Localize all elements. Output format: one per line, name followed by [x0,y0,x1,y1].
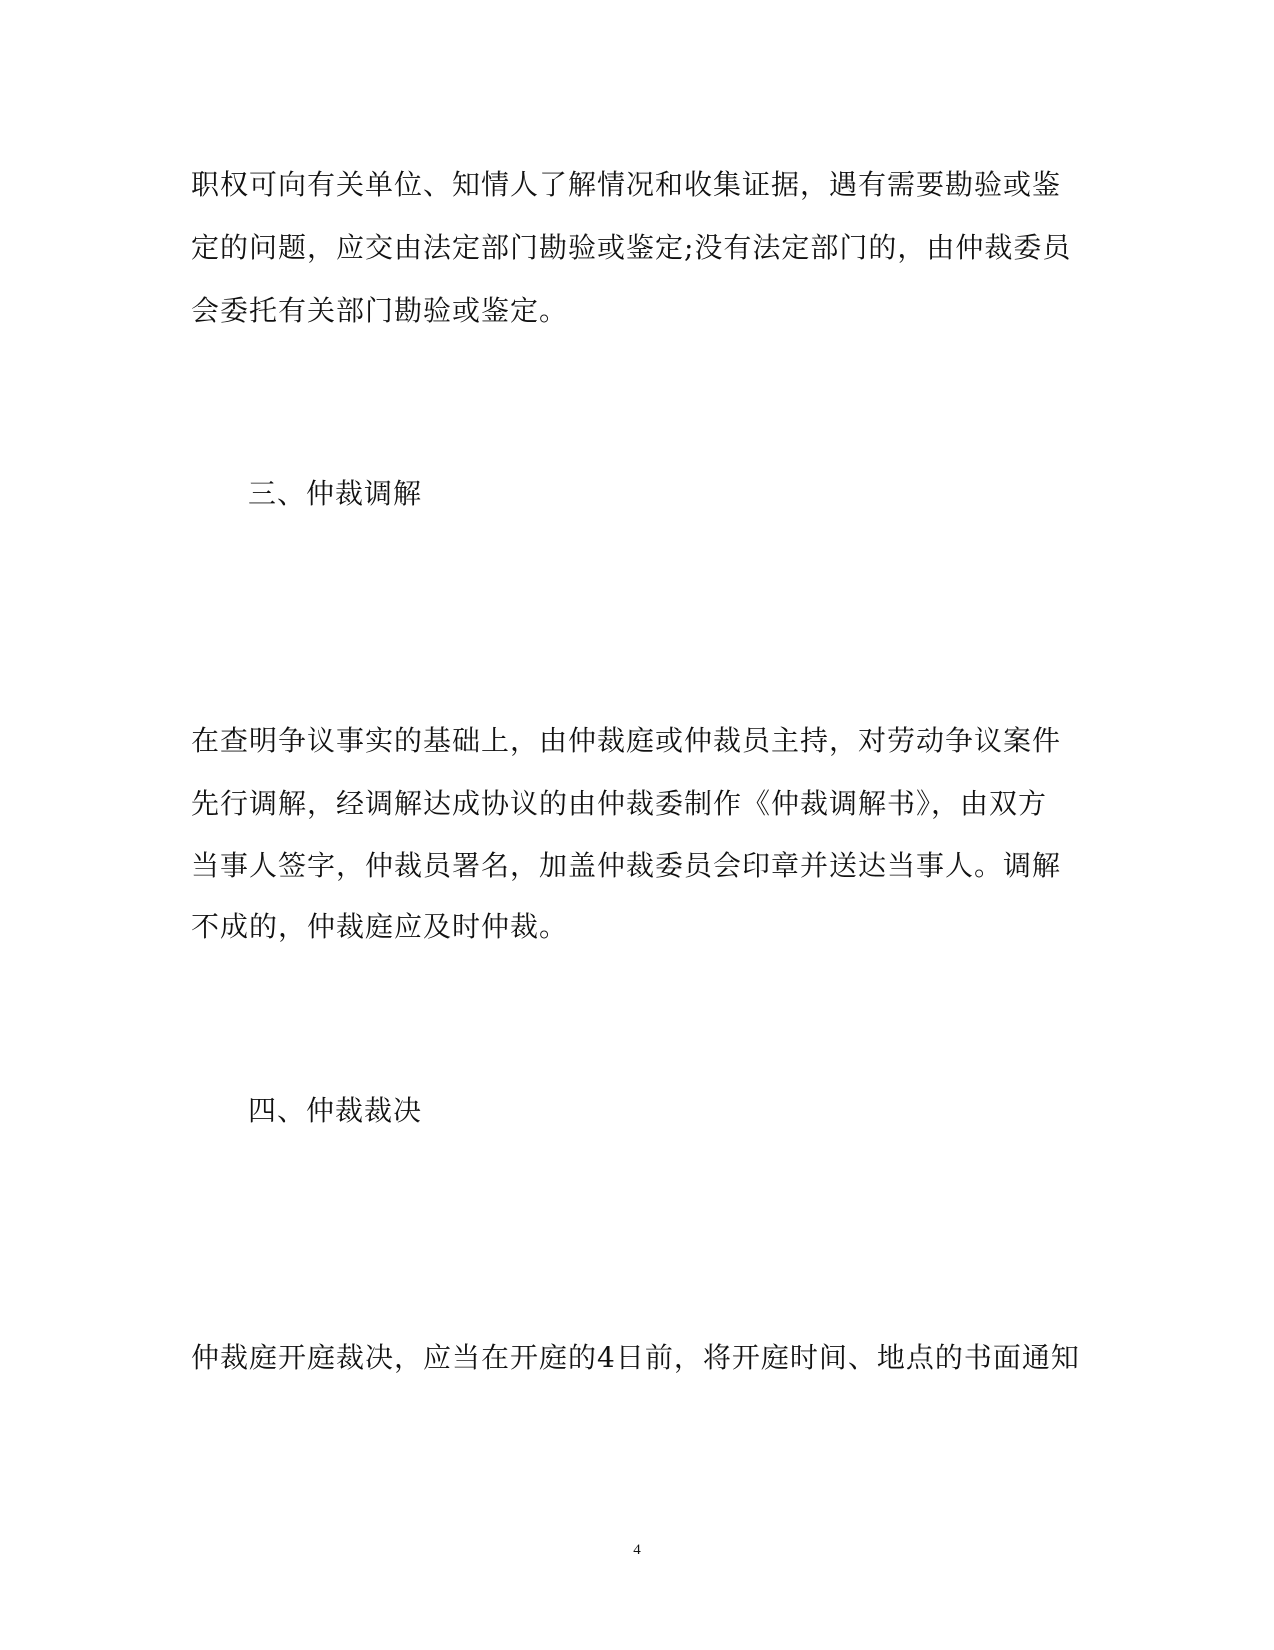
paragraph-line: 会委托有关部门勘验或鉴定。 [191,294,569,327]
paragraph-line: 在查明争议事实的基础上，由仲裁庭或仲裁员主持，对劳动争议案件 [191,724,1062,757]
page-number: 4 [633,1542,641,1558]
paragraph-line: 定的问题，应交由法定部门勘验或鉴定;没有法定部门的，由仲裁委员 [191,231,1072,264]
paragraph-line: 先行调解，经调解达成协议的由仲裁委制作《仲裁调解书》，由双方 [191,787,1048,820]
paragraph-line: 不成的，仲裁庭应及时仲裁。 [191,910,569,943]
paragraph-line: 职权可向有关单位、知情人了解情况和收集证据，遇有需要勘验或鉴 [191,168,1062,201]
paragraph-line: 仲裁庭开庭裁决，应当在开庭的4日前，将开庭时间、地点的书面通知 [191,1341,1080,1374]
section-heading-award: 四、仲裁裁决 [248,1094,423,1127]
section-heading-mediation: 三、仲裁调解 [248,477,423,510]
paragraph-line: 当事人签字，仲裁员署名，加盖仲裁委员会印章并送达当事人。调解 [191,849,1062,882]
